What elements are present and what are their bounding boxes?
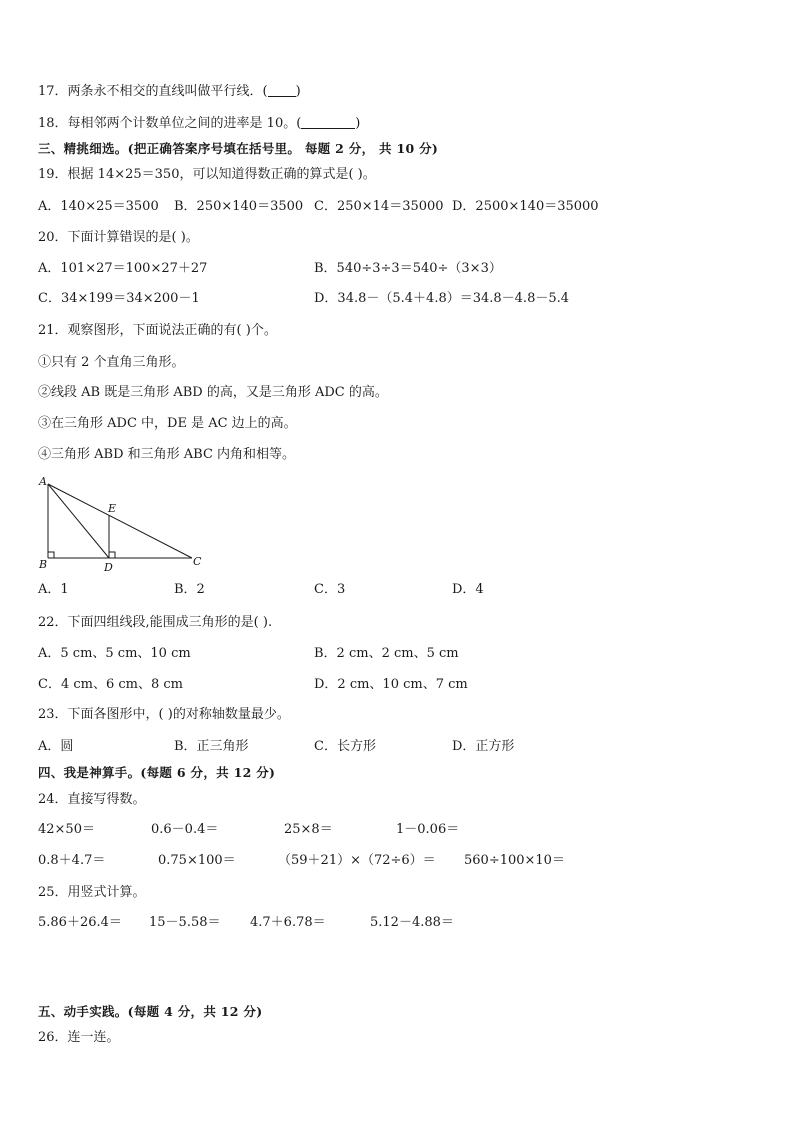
q21-option-a[interactable]: A．1 (38, 582, 69, 597)
segment-ac (48, 484, 192, 558)
q24-problem[interactable]: 0.75×100＝ (158, 853, 236, 868)
q20-option-b[interactable]: B．540÷3÷3＝540÷（3×3） (314, 261, 502, 276)
q26-stem: 26．连一连。 (38, 1030, 120, 1045)
label-a: A (39, 475, 47, 488)
q20-option-a[interactable]: A．101×27＝100×27＋27 (38, 261, 208, 276)
q19-option-d[interactable]: D．2500×140＝35000 (452, 199, 599, 214)
q25-stem: 25．用竖式计算。 (38, 885, 146, 900)
right-angle-mark-b (48, 552, 54, 558)
q24-problem[interactable]: 42×50＝ (38, 822, 95, 837)
q24-problem[interactable]: 0.8＋4.7＝ (38, 853, 106, 868)
q24-problem[interactable]: 1－0.06＝ (396, 822, 460, 837)
q23-option-d[interactable]: D．正方形 (452, 739, 515, 754)
q21-option-b[interactable]: B．2 (174, 582, 205, 597)
q21-statement-3: ③在三角形 ADC 中，DE 是 AC 边上的高。 (38, 416, 297, 431)
label-b: B (39, 558, 48, 571)
q21-option-c[interactable]: C．3 (314, 582, 346, 597)
q20-stem: 20．下面计算错误的是( )。 (38, 230, 199, 245)
q20-option-d[interactable]: D．34.8－（5.4＋4.8）＝34.8－4.8－5.4 (314, 291, 570, 306)
label-c: C (193, 555, 202, 568)
q19-stem: 19．根据 14×25＝350，可以知道得数正确的算式是( )。 (38, 167, 376, 182)
q23-option-b[interactable]: B．正三角形 (174, 739, 249, 754)
question-17: 17．两条永不相交的直线叫做平行线．( ) (38, 84, 301, 99)
q19-option-b[interactable]: B．250×140＝3500 (174, 199, 304, 214)
q22-stem: 22．下面四组线段,能围成三角形的是( ). (38, 615, 273, 630)
q24-stem: 24．直接写得数。 (38, 792, 146, 807)
q23-option-a[interactable]: A．圆 (38, 739, 74, 754)
q23-stem: 23．下面各图形中，( )的对称轴数量最少。 (38, 707, 290, 722)
section-4-title: 四、我是神算手。(每题 6 分，共 12 分) (38, 765, 276, 780)
q19-option-a[interactable]: A．140×25＝3500 (38, 199, 159, 214)
q22-option-c[interactable]: C．4 cm、6 cm、8 cm (38, 677, 183, 692)
q18-answer-blank[interactable] (301, 116, 355, 129)
q21-statement-4: ④三角形 ABD 和三角形 ABC 内角和相等。 (38, 447, 296, 462)
q17-text: 17．两条永不相交的直线叫做平行线．( (38, 84, 268, 99)
q25-problem[interactable]: 5.12－4.88＝ (370, 915, 454, 930)
q24-problem[interactable]: 25×8＝ (284, 822, 333, 837)
q24-problem[interactable]: 560÷100×10＝ (464, 853, 565, 868)
right-angle-mark-d (109, 552, 115, 558)
section-3-title: 三、精挑细选。(把正确答案序号填在括号里。 每题 2 分， 共 10 分) (38, 141, 439, 156)
segment-ad (48, 484, 109, 558)
q22-option-b[interactable]: B．2 cm、2 cm、5 cm (314, 646, 459, 661)
q21-stem: 21．观察图形，下面说法正确的有( )个。 (38, 323, 277, 338)
q24-problem[interactable]: 0.6－0.4＝ (151, 822, 219, 837)
q18-text: 18．每相邻两个计数单位之间的进率是 10。( (38, 116, 302, 131)
section-5-title: 五、动手实践。(每题 4 分，共 12 分) (38, 1004, 263, 1019)
q25-problem[interactable]: 15－5.58＝ (149, 915, 221, 930)
q17-answer-blank[interactable] (268, 84, 296, 97)
q21-option-d[interactable]: D．4 (452, 582, 484, 597)
label-d: D (104, 561, 113, 574)
q25-problem[interactable]: 5.86＋26.4＝ (38, 915, 122, 930)
q19-option-c[interactable]: C．250×14＝35000 (314, 199, 444, 214)
question-18: 18．每相邻两个计数单位之间的进率是 10。( ) (38, 116, 361, 131)
q22-option-a[interactable]: A．5 cm、5 cm、10 cm (38, 646, 191, 661)
q21-statement-1: ①只有 2 个直角三角形。 (38, 355, 185, 370)
q21-statement-2: ②线段 AB 既是三角形 ABD 的高，又是三角形 ADC 的高。 (38, 385, 388, 400)
q22-option-d[interactable]: D．2 cm、10 cm、7 cm (314, 677, 468, 692)
q25-problem[interactable]: 4.7＋6.78＝ (250, 915, 326, 930)
q23-option-c[interactable]: C．长方形 (314, 739, 376, 754)
label-e: E (108, 502, 117, 515)
triangle-figure (30, 470, 220, 580)
q24-problem[interactable]: （59＋21）×（72÷6）＝ (278, 853, 436, 868)
q20-option-c[interactable]: C．34×199＝34×200－1 (38, 291, 200, 306)
